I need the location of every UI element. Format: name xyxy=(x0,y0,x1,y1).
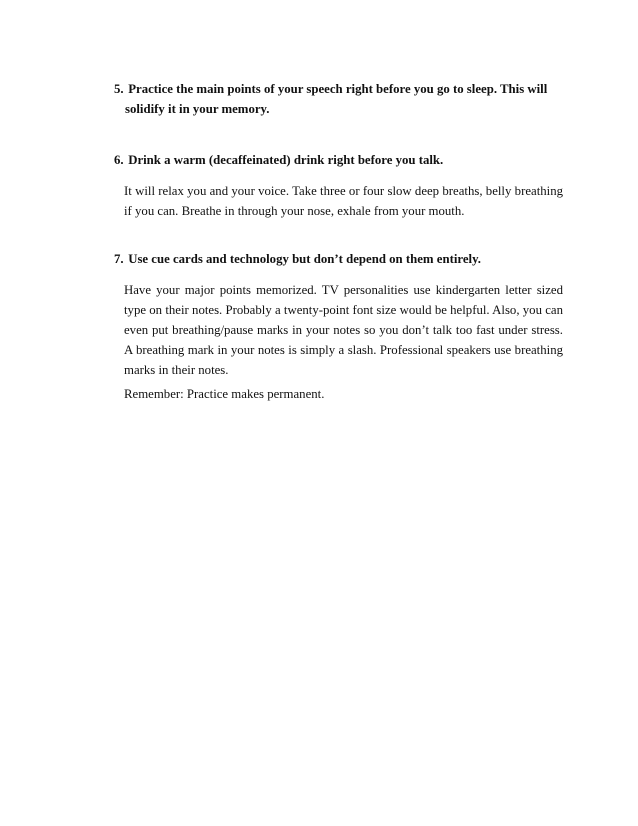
section-6-body: It will relax you and your voice. Take three or four slow deep breaths, belly breathing if you can. Breathe in through your nose, exhale from your mouth. xyxy=(124,184,563,218)
section-7-number: 7. xyxy=(114,252,124,266)
section-7-closing: Remember: Practice makes permanent. xyxy=(124,387,325,401)
section-6-number: 6. xyxy=(114,153,124,167)
section-7-body: Have your major points memorized. TV personalities use kindergarten letter sized type on their notes. Probably a twenty-point font size would be helpful. Also, you can even put breathing/pause marks in your notes so you don’t talk too fast under stress. A breathing mark in your notes is simply a slash. Professional speakers use breathing marks in their notes. xyxy=(124,283,563,377)
section-5-heading-line2: solidify it in your memory. xyxy=(125,102,270,116)
section-7-heading-text: Use cue cards and technology but don’t depend on them entirely. xyxy=(128,252,481,266)
section-6-heading xyxy=(114,150,554,170)
section-6-heading-text: Drink a warm (decaffeinated) drink right before you talk. xyxy=(128,153,444,167)
section-7-heading xyxy=(114,249,554,269)
section-5-number: 5. xyxy=(114,82,124,96)
section-5-heading-line1: Practice the main points of your speech right before you go to sleep. This will xyxy=(128,82,548,96)
section-5-heading xyxy=(114,79,554,119)
